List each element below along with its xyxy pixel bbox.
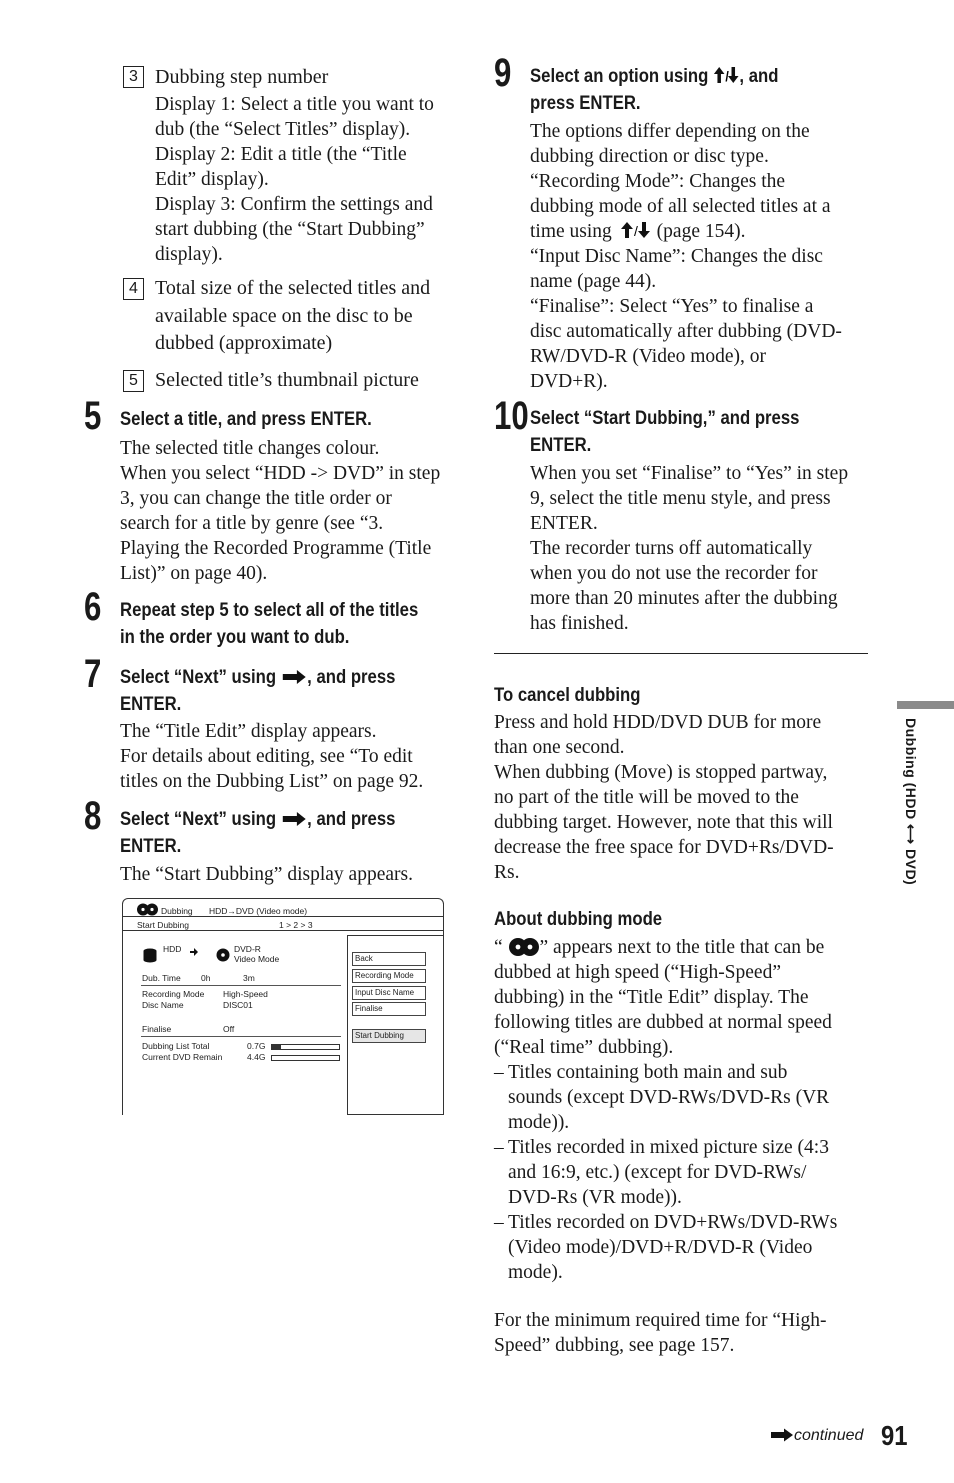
step-body: When you set “Finalise” to “Yes” in step 9, select the title menu style, and press ENTER. The recorder turns off automatically when you do not use the recorder for more than 20 minutes after the dubbing has finished. xyxy=(530,463,849,634)
step-body: The selected title changes colour. When you select “HDD -> DVD” in step 3, you can change the title order or search for a title by genre (see “3. Playing the Recorded Programme (Title List)” on page 40). xyxy=(120,438,441,584)
recording-mode-button[interactable]: Recording Mode xyxy=(352,969,426,983)
divider xyxy=(141,985,341,986)
section-tab-label: Dubbing (HDD ⟷ DVD) xyxy=(903,718,919,886)
input-disc-name-button[interactable]: Input Disc Name xyxy=(352,986,426,1000)
dvd-remain-bar xyxy=(271,1055,340,1061)
dub-time-label: Dub. Time xyxy=(142,973,181,983)
step-heading: Select “Start Dubbing,” and press ENTER. xyxy=(530,408,800,456)
section-heading: About dubbing mode xyxy=(494,909,663,930)
start-dubbing-screen xyxy=(122,898,444,1115)
step-heading: Select “Next” using , and press ENTER. xyxy=(120,809,396,857)
section-heading: To cancel dubbing xyxy=(494,685,641,706)
item-title: Selected title’s thumbnail picture xyxy=(155,369,419,391)
dvd-disc-icon xyxy=(216,948,230,962)
screen-title: Dubbing xyxy=(161,906,193,916)
list-item: – Titles recorded in mixed picture size (4:3 and 16:9, etc.) (except for DVD-RWs/ DVD-Rs (VR mode)). xyxy=(494,1137,829,1208)
item-number-box: 4 xyxy=(123,278,144,300)
step-number: 6 xyxy=(84,585,102,629)
step-heading: Select a title, and press ENTER. xyxy=(120,409,372,430)
up-down-arrows-icon xyxy=(617,221,657,239)
step-number: 8 xyxy=(84,794,102,838)
step-heading: Select an option using / , and press ENTER. xyxy=(530,66,779,114)
screen-subtitle: Start Dubbing xyxy=(137,920,189,930)
page-number: 91 xyxy=(881,1420,908,1451)
dvd-remain-label: Current DVD Remain xyxy=(142,1052,223,1062)
section-body: “ ” appears next to the title that can be dubbed at high speed (“High-Speed” dubbing) in the “Title Edit” display. The following titles are dubbed at normal speed (“Real time” dubbing). – Titles containing both main and sub sounds (except DVD-RWs/DVD-Rs (VR mode)). – Titles recorded in mixed picture size (4:3 and 16:9, etc.) (except for DVD-RWs/ DVD-Rs (VR mode)). – Titles recorded on DVD+RWs/DVD-RWs (Video mode)/DVD+R/DVD-R (Video mode). xyxy=(494,937,838,1283)
list-total-bar xyxy=(271,1044,340,1050)
recording-mode-value: High-Speed xyxy=(223,989,268,999)
step-number: 9 xyxy=(494,51,512,95)
continued-marker: continued xyxy=(770,1427,863,1445)
source-label: HDD xyxy=(163,944,182,954)
step-body: The options differ depending on the dubbing direction or disc type. “Recording Mode”: Changes the dubbing mode of all selected titles at a time using / (page 154). “Input Disc Name”: Changes the disc name (page 44). “Finalise”: Select “Yes” to finalise a disc automatically after dubbing (DVD- RW/DVD-R (Video mode), or DVD+R). xyxy=(530,121,842,392)
list-total-value: 0.7G xyxy=(247,1041,266,1051)
screen-mode: HDD→DVD (Video mode) xyxy=(209,906,308,916)
finalise-button[interactable]: Finalise xyxy=(352,1002,426,1016)
item-description: Total size of the selected titles and available space on the disc to be dubbed (approximate) xyxy=(155,277,431,354)
screen-menu-panel xyxy=(347,935,444,1115)
finalise-label: Finalise xyxy=(142,1024,172,1034)
step-number: 7 xyxy=(84,652,102,696)
destination-label: DVD-R Video Mode xyxy=(234,944,280,964)
divider xyxy=(141,1036,341,1037)
svg-text:/: / xyxy=(725,68,729,84)
high-speed-dubbing-icon xyxy=(508,937,540,957)
section-footnote: For the minimum required time for “High- Speed” dubbing, see page 157. xyxy=(494,1310,827,1356)
disc-name-value: DISC01 xyxy=(223,1000,253,1010)
list-item: – Titles recorded on DVD+RWs/DVD-RWs (Video mode)/DVD+R/DVD-R (Video mode). xyxy=(494,1212,838,1283)
list-item: – Titles containing both main and sub sounds (except DVD-RWs/DVD-Rs (VR mode)). xyxy=(494,1062,830,1133)
section-body: Press and hold HDD/DVD DUB for more than one second. When dubbing (Move) is stopped partway, no part of the title will be moved to the dubbing target. However, note that this will decrease the free space for DVD+Rs/DVD- Rs. xyxy=(494,712,834,883)
svg-text:/: / xyxy=(633,223,638,239)
right-arrow-icon xyxy=(770,1428,794,1442)
step-heading: Select “Next” using , and press ENTER. xyxy=(120,667,396,715)
screen-steps: 1 > 2 > 3 xyxy=(279,920,313,930)
step-number: 5 xyxy=(84,394,102,438)
recording-mode-label: Recording Mode xyxy=(142,989,205,999)
back-button[interactable]: Back xyxy=(352,952,426,966)
dvd-remain-value: 4.4G xyxy=(247,1052,266,1062)
step-number: 10 xyxy=(494,394,529,438)
step-body: The “Start Dubbing” display appears. xyxy=(120,864,413,885)
disc-name-label: Disc Name xyxy=(142,1000,184,1010)
up-down-arrows-icon xyxy=(713,66,739,84)
hdd-icon xyxy=(143,948,157,963)
dub-time-minutes: 3m xyxy=(243,973,255,983)
list-total-label: Dubbing List Total xyxy=(142,1041,210,1051)
section-divider xyxy=(494,653,868,654)
step-heading: Repeat step 5 to select all of the titles in the order you want to dub. xyxy=(120,600,419,648)
dub-time-hours: 0h xyxy=(201,973,211,983)
item-title: Dubbing step number xyxy=(155,66,329,88)
dubbing-disc-icon xyxy=(136,903,160,916)
item-description: Display 1: Select a title you want to dub (the “Select Titles” display). Display 2: Edit a title (the “Title Edit” display). Display 3: Confirm the settings and start dubbing (the “Start Dubbing” display). xyxy=(155,94,434,265)
right-arrow-icon xyxy=(281,811,307,827)
finalise-value: Off xyxy=(223,1024,235,1034)
arrow-right-icon xyxy=(189,947,199,957)
divider xyxy=(123,916,443,917)
right-arrow-icon xyxy=(281,669,307,685)
item-number-box: 3 xyxy=(123,66,144,88)
item-number-box: 5 xyxy=(123,370,144,392)
section-tab-marker xyxy=(897,701,954,709)
divider xyxy=(123,930,443,931)
start-dubbing-button[interactable]: Start Dubbing xyxy=(352,1029,426,1043)
step-body: The “Title Edit” display appears. For details about editing, see “To edit titles on the Dubbing List” on page 92. xyxy=(120,721,424,792)
